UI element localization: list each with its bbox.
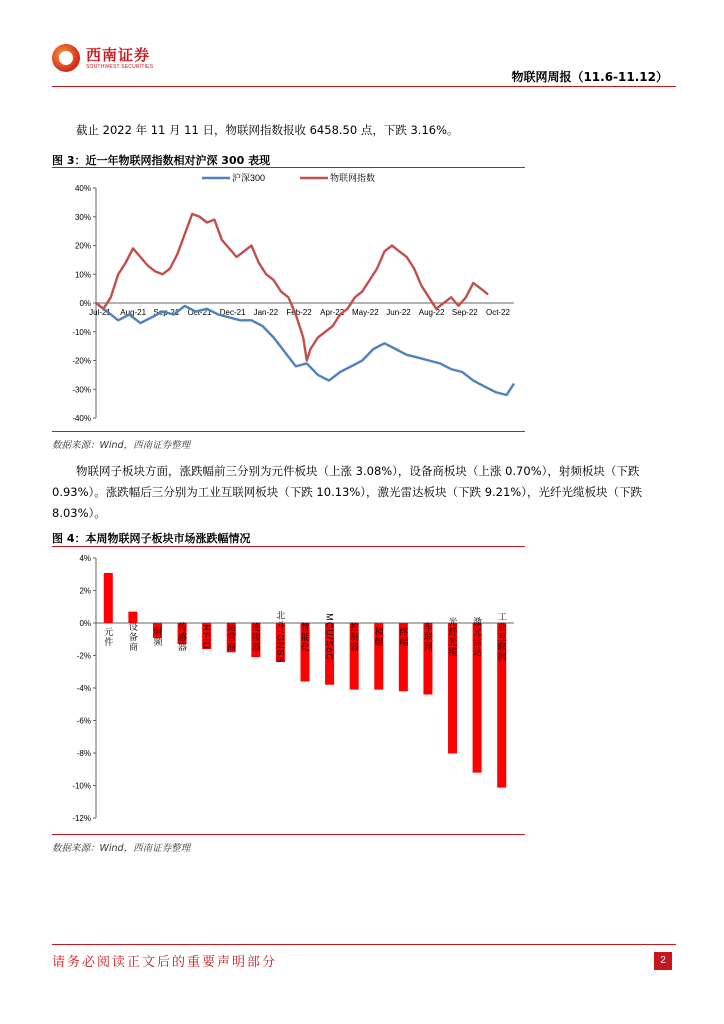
figure-4-bottom-rule — [52, 834, 525, 835]
y-tick-label: 0% — [79, 299, 91, 308]
y-tick-label: -4% — [76, 684, 91, 693]
y-tick-label: 40% — [74, 184, 91, 193]
y-tick-label: 0% — [79, 619, 91, 628]
category-label: 射频 — [152, 627, 163, 647]
category-label: 运营商 — [226, 622, 237, 652]
figure-4-title: 图 4：本周物联网子板块市场涨跌幅情况 — [52, 532, 251, 545]
category-label: 激光雷达 — [472, 617, 483, 657]
category-label: 终端 — [398, 627, 409, 647]
category-label: 传感器 — [177, 622, 188, 652]
legend-label: 物联网指数 — [330, 173, 376, 183]
y-tick-label: -30% — [72, 385, 91, 395]
category-label: 光纤光缆 — [447, 617, 458, 657]
x-tick-label: Aug-22 — [418, 308, 445, 317]
category-label: 控制器 — [349, 622, 360, 652]
x-tick-label: Sep-22 — [451, 308, 478, 317]
category-label: 智能化 — [300, 622, 310, 652]
figure-3-source: 数据来源：Wind，西南证券整理 — [52, 440, 191, 451]
subsector-paragraph: 物联网子板块方面，涨跌幅前三分别为元件板块（上涨 3.08%），设备商板块（上涨 0.70%），射频板块（下跌 0.93%）。涨跌幅后三分别为工业互联网板块（下跌 10.13%），激光雷达板块（下跌 9.21%），光纤光缆板块（下跌 8.03%）。 — [52, 464, 642, 520]
category-label: MCU/SoC — [324, 613, 335, 661]
category-label: 连接器 — [250, 622, 261, 652]
y-tick-label: -10% — [72, 327, 91, 337]
y-tick-label: 20% — [74, 241, 91, 251]
x-tick-label: Jun-22 — [386, 308, 411, 317]
category-label: 车联网 — [422, 622, 433, 652]
y-tick-label: -2% — [76, 651, 91, 661]
category-label: RFID — [201, 624, 212, 650]
bar-chart — [52, 548, 525, 832]
y-tick-label: -40% — [72, 414, 91, 423]
y-tick-label: 10% — [74, 270, 91, 280]
report-title: 物联网周报（11.6-11.12） — [511, 70, 668, 84]
logo-english-name: SOUTHWEST SECURITIES — [86, 64, 154, 70]
figure-4-top-rule — [52, 546, 525, 547]
footer-divider — [52, 944, 676, 945]
x-tick-label: Feb-22 — [286, 308, 312, 317]
page-number: 2 — [654, 952, 672, 970]
footer-disclaimer: 请务必阅读正文后的重要声明部分 — [52, 955, 278, 970]
legend-label: 沪深300 — [232, 173, 266, 183]
y-tick-label: -12% — [72, 814, 91, 823]
x-tick-label: Dec-21 — [219, 308, 246, 317]
category-label: 北斗/GNSS — [275, 610, 286, 664]
y-tick-label: -10% — [72, 781, 91, 791]
index-summary-paragraph: 截止 2022 年 11 月 11 日，物联网指数报收 6458.50 点，下跌 3.16%。 — [76, 123, 459, 137]
logo-mark-icon — [52, 44, 80, 72]
y-tick-label: -6% — [76, 716, 91, 726]
x-tick-label: Oct-21 — [187, 308, 212, 317]
category-label: 元件 — [103, 627, 114, 647]
x-tick-label: Apr-22 — [320, 308, 345, 317]
figure-4-source: 数据来源：Wind，西南证券整理 — [52, 843, 191, 854]
x-tick-label: Sep-21 — [153, 308, 180, 317]
brand-logo — [52, 42, 162, 76]
y-tick-label: 2% — [79, 586, 91, 596]
x-tick-label: Jul-21 — [89, 308, 111, 317]
y-tick-label: -20% — [72, 356, 91, 366]
x-tick-label: Jan-22 — [253, 308, 279, 317]
y-tick-label: -8% — [76, 749, 91, 758]
y-tick-label: 30% — [74, 212, 91, 222]
x-tick-label: May-22 — [351, 308, 379, 317]
figure-3-bottom-rule — [52, 431, 525, 432]
line-chart — [52, 168, 525, 430]
x-tick-label: Aug-21 — [120, 308, 147, 317]
x-tick-label: Oct-22 — [485, 308, 511, 317]
header-divider — [52, 86, 676, 87]
category-label: 模组 — [373, 627, 384, 647]
series-line-iot-index — [96, 214, 488, 361]
y-tick-label: 4% — [79, 554, 91, 563]
category-label: 工业互联网 — [496, 612, 507, 662]
figure-3-title: 图 3：近一年物联网指数相对沪深 300 表现 — [52, 154, 271, 167]
bar-元件 — [104, 573, 113, 623]
category-label: 设备商 — [127, 622, 138, 652]
logo-chinese-name: 西南证券 — [86, 46, 151, 64]
